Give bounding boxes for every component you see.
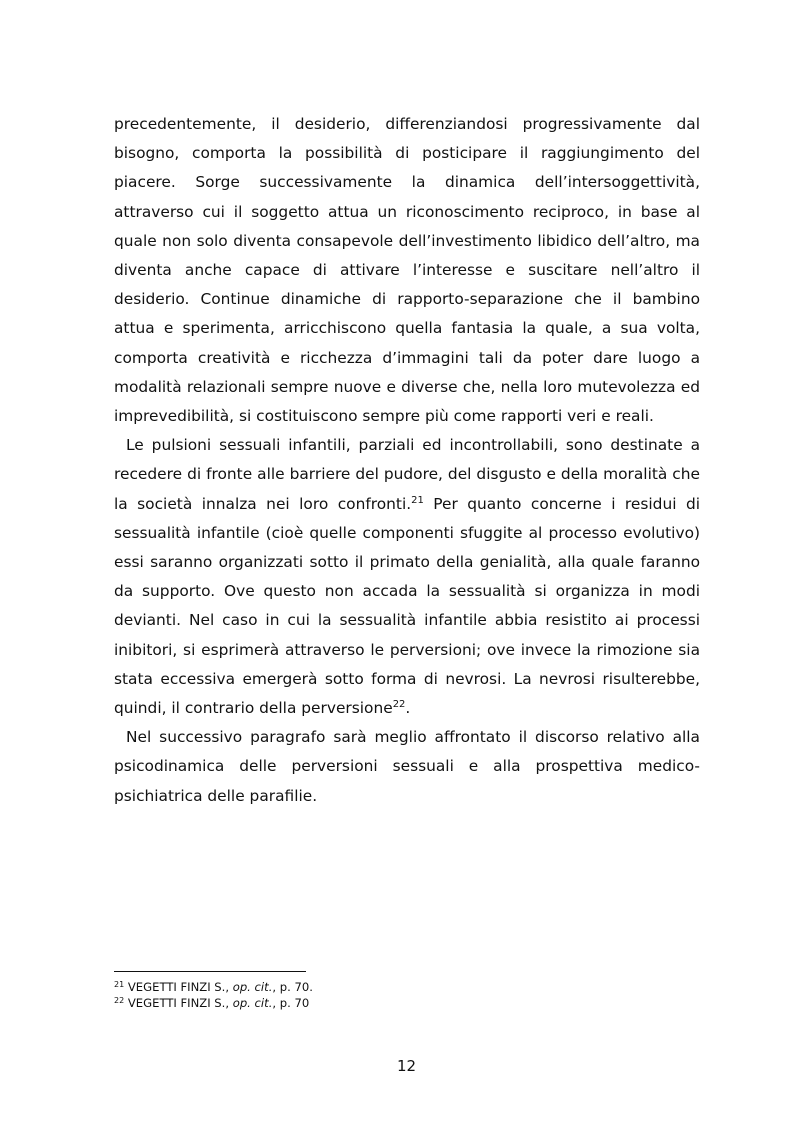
footnote-page: , p. 70 <box>272 995 310 1010</box>
body-text <box>114 110 700 811</box>
paragraph-1 <box>114 110 700 431</box>
paragraph-text: precedentemente, il desiderio, differenziandosi progressivamente dal bisogno, comporta la possibilità di posticipare il raggiungimento del piacere. Sorge successivamente la dinamica dell’intersoggettività, attraverso cui il soggetto attua un riconoscimento reciproco, in base al quale non solo diventa consapevole dell’investimento libidico dell’altro, ma diventa anche capace di attivare l’interesse e suscitare nell’altro il desiderio. Continue dinamiche di rapporto-separazione che il bambino attua e sperimenta, arricchiscono quella fantasia la quale, a sua volta, comporta creatività e ricchezza d’immagini tali da poter dare luogo a modalità relazionali sempre nuove e diverse che, nella loro mutevolezza ed imprevedibilità, si costituiscono sempre più come rapporti veri e reali. <box>114 115 700 426</box>
paragraph-3 <box>114 723 700 811</box>
footnote-21 <box>114 980 700 996</box>
footnote-number: 21 <box>114 980 125 989</box>
footnotes <box>114 980 700 1011</box>
footnote-author: VEGETTI FINZI S., <box>124 980 233 994</box>
paragraph-text: Nel successivo paragrafo sarà meglio affrontato il discorso relativo alla psicodinamica delle perversioni sessuali e alla prospettiva medico-psichiatrica delle parafilie. <box>114 728 700 805</box>
footnote-ref-22[interactable]: 22 <box>392 699 406 711</box>
footnote-author: VEGETTI FINZI S., <box>124 995 233 1010</box>
footnote-citation: op. cit. <box>232 995 273 1010</box>
page-number: 12 <box>396 1057 417 1075</box>
paragraph-text: Le pulsioni sessuali infantili, parziali ed incontrollabili, sono destinate a recedere di fronte alle barriere del pudore, del disgusto e della moralità che la società innalza nei loro confronti. <box>114 436 700 513</box>
footnote-number: 22 <box>114 995 125 1005</box>
paragraph-2 <box>114 431 700 723</box>
paragraph-text: . <box>405 699 411 718</box>
footnote-page: , p. 70. <box>272 980 313 994</box>
footnote-22 <box>114 996 700 1012</box>
footnote-ref-21[interactable]: 21 <box>411 494 424 506</box>
paragraph-text: Per quanto concerne i residui di sessualità infantile (cioè quelle componenti sfuggite al processo evolutivo) essi saranno organizzati sotto il primato della genialità, alla quale faranno da supporto. Ove questo non accada la sessualità si organizza in modi devianti. Nel caso in cui la sessualità infantile abbia resistito ai processi inibitori, si esprimerà attraverso le perversioni; ove invece la rimozione sia stata eccessiva emergerà sotto forma di nevrosi. La nevrosi risulterebbe, quindi, il contrario della perversione <box>114 494 700 718</box>
footnote-separator <box>114 971 306 972</box>
footnote-citation: op. cit. <box>232 980 273 994</box>
